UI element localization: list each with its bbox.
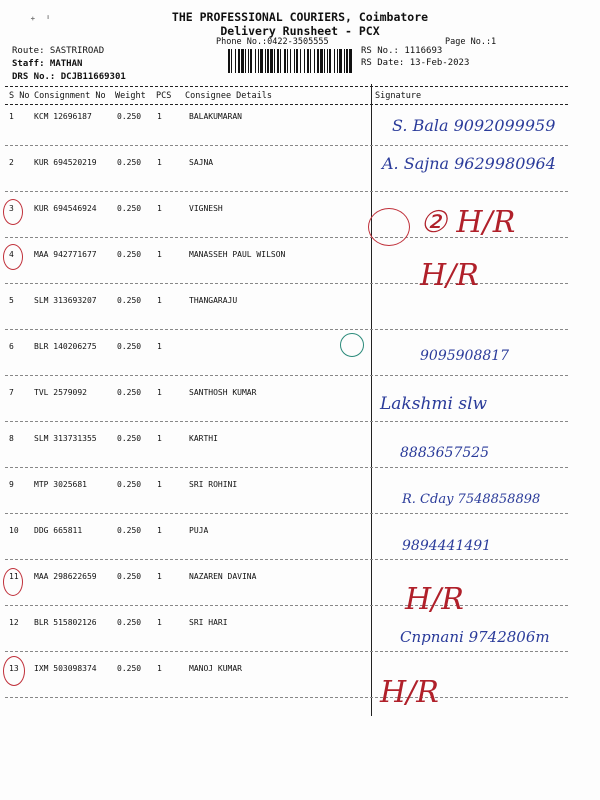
row-consignment-no: KUR 694546924 xyxy=(34,204,97,213)
row-consignment-no: BLR 515802126 xyxy=(34,618,97,627)
row-consignee-name: MANASSEH PAUL WILSON xyxy=(189,250,286,259)
row-separator xyxy=(5,651,568,652)
row-consignment-no: MAA 298622659 xyxy=(34,572,97,581)
row-consignee-name: SRI HARI xyxy=(189,618,228,627)
row-separator xyxy=(5,559,568,560)
row-consignee-name: SRI ROHINI xyxy=(189,480,238,489)
row-pcs: 1 xyxy=(157,618,162,627)
row-weight: 0.250 xyxy=(117,618,142,627)
row-consignment-no: KUR 694520219 xyxy=(34,158,97,167)
handwritten-signature: 9894441491 xyxy=(402,538,492,554)
row-consignment-no: BLR 140206275 xyxy=(34,342,97,351)
row-pcs: 1 xyxy=(157,204,162,213)
staff-label: Staff: MATHAN xyxy=(12,59,83,69)
teal-circle-mark xyxy=(340,333,364,357)
row-sno: 4 xyxy=(9,250,14,259)
row-consignee-name: KARTHI xyxy=(189,434,218,443)
red-circle-mark xyxy=(368,208,410,246)
row-sno: 1 xyxy=(9,112,14,121)
row-consignee-name: MANOJ KUMAR xyxy=(189,664,242,673)
row-consignment-no: KCM 12696187 xyxy=(34,112,92,121)
column-headers xyxy=(0,91,600,105)
red-circle-mark xyxy=(3,656,25,686)
row-sno: 2 xyxy=(9,158,14,167)
row-weight: 0.250 xyxy=(117,250,142,259)
row-separator xyxy=(5,375,568,376)
handwritten-signature: ② H/R xyxy=(420,205,516,240)
row-pcs: 1 xyxy=(157,572,162,581)
row-weight: 0.250 xyxy=(117,572,142,581)
col-consignment: Consignment No xyxy=(34,91,106,101)
row-consignee-name: SAJNA xyxy=(189,158,214,167)
row-consignee-name: BALAKUMARAN xyxy=(189,112,242,121)
row-consignment-no: IXM 503098374 xyxy=(34,664,97,673)
row-consignment-no: SLM 313731355 xyxy=(34,434,97,443)
row-separator xyxy=(5,513,568,514)
table-row xyxy=(0,664,600,678)
row-weight: 0.250 xyxy=(117,158,142,167)
row-sno: 9 xyxy=(9,480,14,489)
handwritten-signature: Lakshmi slw xyxy=(380,394,488,414)
barcode-image xyxy=(228,49,354,73)
handwritten-signature: 9095908817 xyxy=(420,348,510,364)
col-weight: Weight xyxy=(115,91,146,101)
row-consignment-no: MTP 3025681 xyxy=(34,480,87,489)
row-weight: 0.250 xyxy=(117,480,142,489)
row-pcs: 1 xyxy=(157,296,162,305)
row-consignment-no: DDG 665811 xyxy=(34,526,83,535)
row-separator xyxy=(5,329,568,330)
row-pcs: 1 xyxy=(157,480,162,489)
row-separator xyxy=(5,605,568,606)
row-sno: 6 xyxy=(9,342,14,351)
document-title: Delivery Runsheet - PCX xyxy=(220,24,380,38)
handwritten-signature: R. Cday 7548858898 xyxy=(402,492,541,507)
row-sno: 12 xyxy=(9,618,19,627)
row-consignee-name: THANGARAJU xyxy=(189,296,238,305)
row-sno: 11 xyxy=(9,572,19,581)
row-sno: 7 xyxy=(9,388,14,397)
row-weight: 0.250 xyxy=(117,526,142,535)
row-weight: 0.250 xyxy=(117,296,142,305)
row-consignee-name: SANTHOSH KUMAR xyxy=(189,388,257,397)
row-consignment-no: MAA 942771677 xyxy=(34,250,97,259)
red-circle-mark xyxy=(3,199,23,225)
row-separator xyxy=(5,145,568,146)
table-row xyxy=(0,250,600,264)
col-signature: Signature xyxy=(375,91,422,101)
row-sno: 3 xyxy=(9,204,14,213)
drs-number: DRS No.: DCJB11669301 xyxy=(12,72,126,82)
route-label: Route: SASTRIROAD xyxy=(12,46,105,56)
page-number: Page No.:1 xyxy=(445,37,497,47)
table-row xyxy=(0,572,600,586)
row-pcs: 1 xyxy=(157,434,162,443)
handwritten-signature: Cnpnani 9742806m xyxy=(400,628,550,646)
row-weight: 0.250 xyxy=(117,204,142,213)
table-row xyxy=(0,296,600,310)
table-top-border xyxy=(5,86,568,87)
phone-number: Phone No.:0422-3505555 xyxy=(216,37,329,47)
row-sno: 5 xyxy=(9,296,14,305)
red-circle-mark xyxy=(3,568,23,596)
handwritten-signature: S. Bala 9092099959 xyxy=(392,116,556,135)
row-sno: 8 xyxy=(9,434,14,443)
row-consignee-name: NAZAREN DAVINA xyxy=(189,572,257,581)
row-pcs: 1 xyxy=(157,250,162,259)
row-weight: 0.250 xyxy=(117,342,142,351)
row-pcs: 1 xyxy=(157,664,162,673)
row-weight: 0.250 xyxy=(117,388,142,397)
table-row xyxy=(0,434,600,448)
col-pcs: PCS xyxy=(156,91,172,101)
row-pcs: 1 xyxy=(157,526,162,535)
handwritten-signature: A. Sajna 9629980964 xyxy=(382,154,556,173)
handwritten-signature: H/R xyxy=(420,258,479,293)
row-weight: 0.250 xyxy=(117,434,142,443)
row-pcs: 1 xyxy=(157,342,162,351)
row-pcs: 1 xyxy=(157,158,162,167)
red-circle-mark xyxy=(3,244,23,270)
row-pcs: 1 xyxy=(157,112,162,121)
row-weight: 0.250 xyxy=(117,112,142,121)
row-separator xyxy=(5,697,568,698)
handwritten-signature: H/R xyxy=(380,675,439,710)
row-separator xyxy=(5,467,568,468)
row-separator xyxy=(5,283,568,284)
pen-scribble: ᐩ ˈ xyxy=(30,14,53,30)
handwritten-signature: H/R xyxy=(405,582,464,617)
row-sno: 13 xyxy=(9,664,19,673)
row-consignment-no: SLM 313693207 xyxy=(34,296,97,305)
table-row xyxy=(0,526,600,540)
handwritten-signature: 8883657525 xyxy=(400,445,490,461)
col-sno: S No xyxy=(9,91,30,101)
table-row xyxy=(0,342,600,356)
row-pcs: 1 xyxy=(157,388,162,397)
row-consignee-name: VIGNESH xyxy=(189,204,223,213)
rs-date: RS Date: 13-Feb-2023 xyxy=(361,58,470,68)
row-separator xyxy=(5,191,568,192)
col-consignee: Consignee Details xyxy=(185,91,272,101)
table-row xyxy=(0,388,600,402)
rs-number: RS No.: 1116693 xyxy=(361,46,443,56)
row-sno: 10 xyxy=(9,526,19,535)
row-consignee-name: PUJA xyxy=(189,526,209,535)
row-consignment-no: TVL 2579092 xyxy=(34,388,87,397)
row-separator xyxy=(5,421,568,422)
company-title: THE PROFESSIONAL COURIERS, Coimbatore xyxy=(171,10,429,24)
row-weight: 0.250 xyxy=(117,664,142,673)
